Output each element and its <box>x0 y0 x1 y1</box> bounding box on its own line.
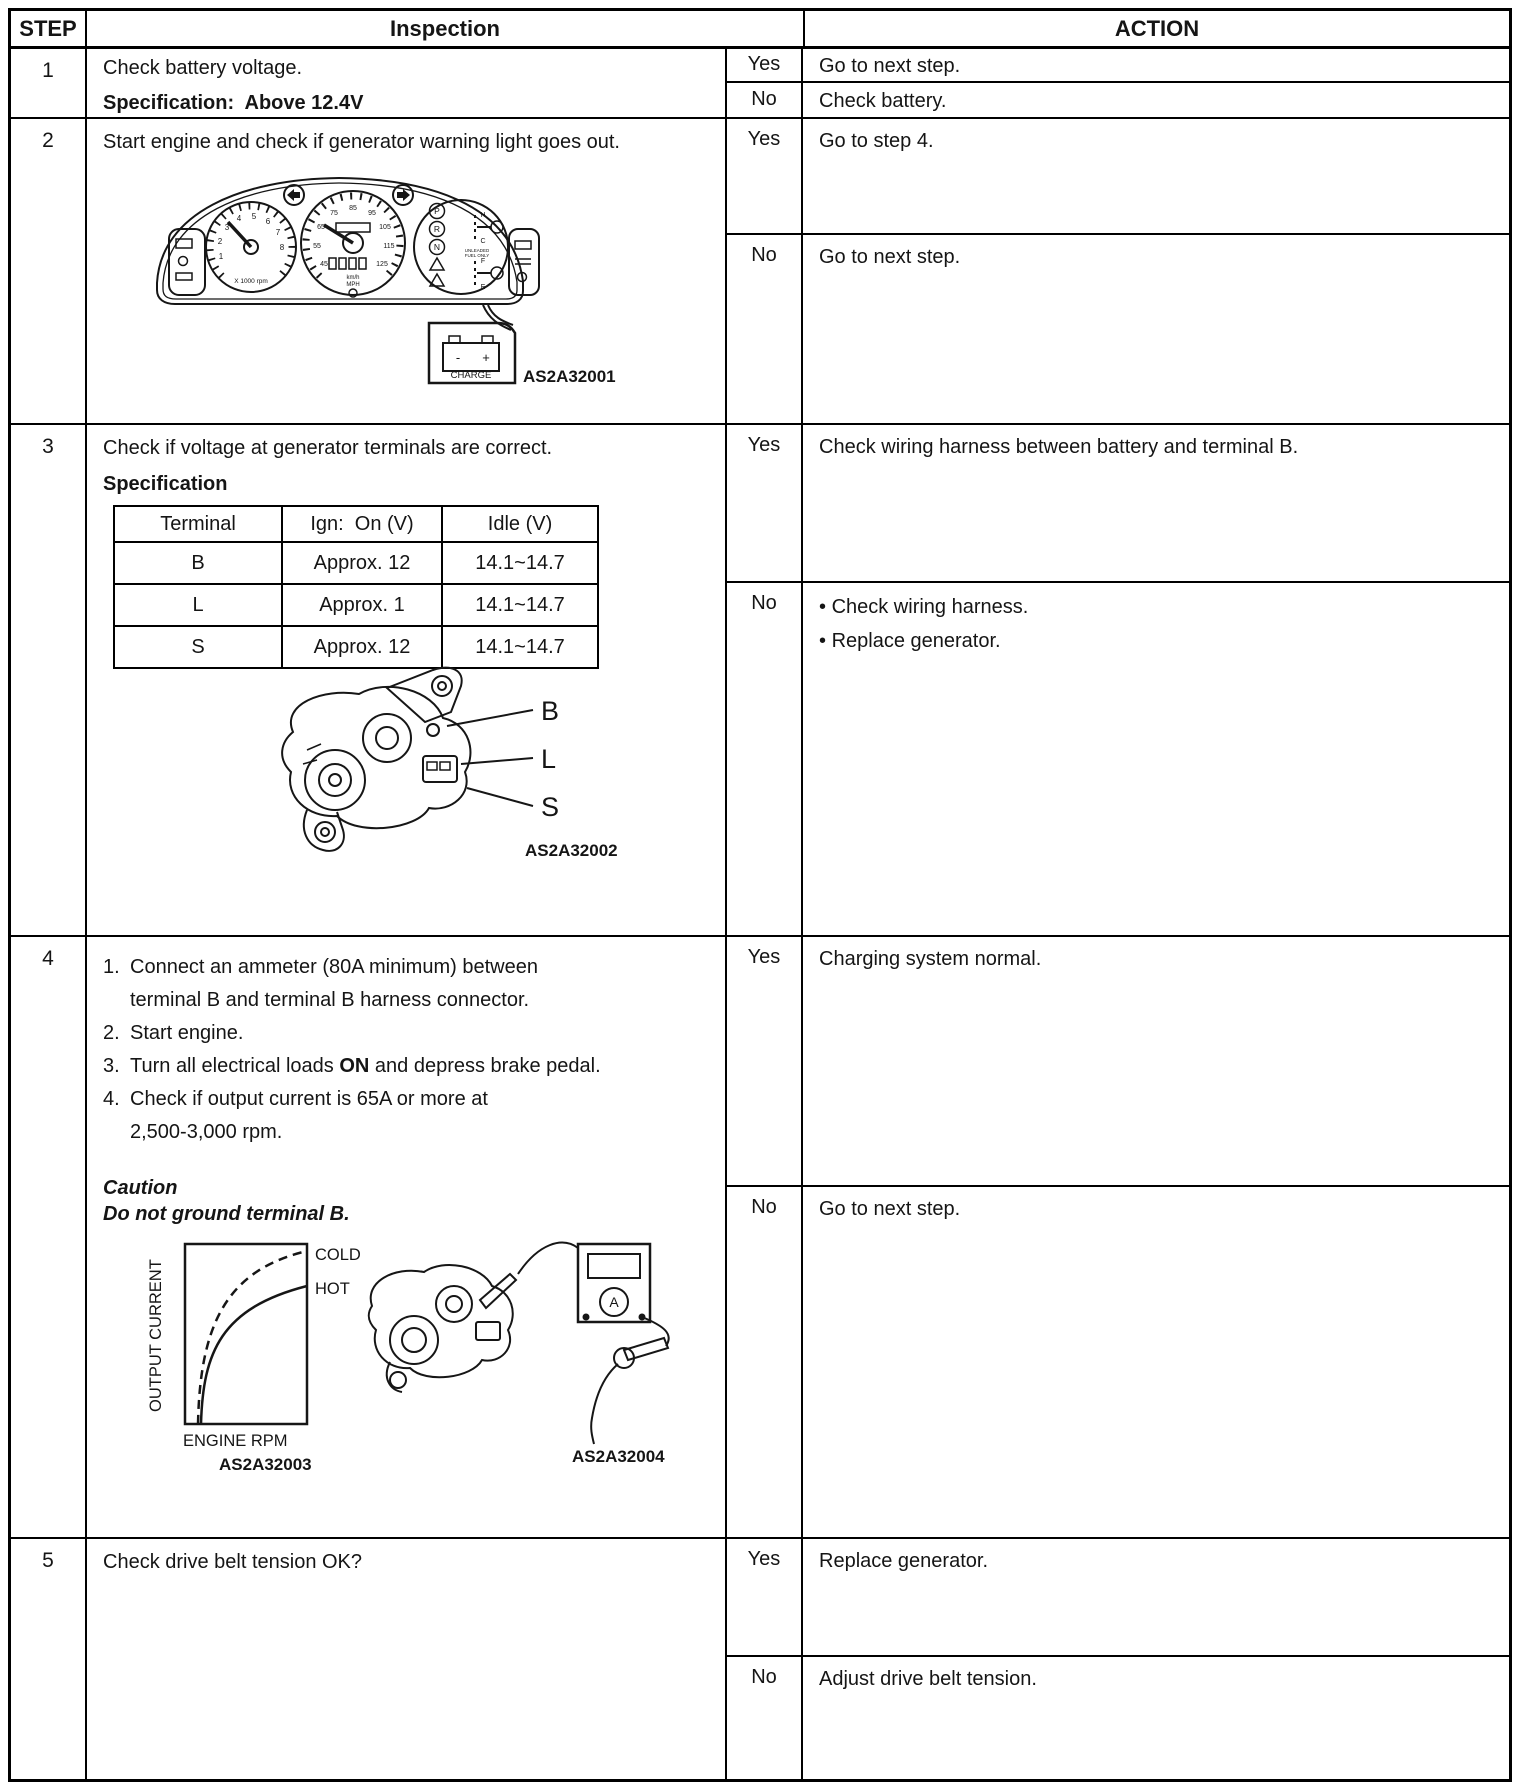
generator-ammeter-figure <box>342 1222 682 1467</box>
yes-action: Go to step 4. <box>819 130 934 152</box>
svg-text:6: 6 <box>265 217 271 226</box>
yes-label: Yes <box>727 119 803 233</box>
action-cell <box>727 425 1509 935</box>
svg-text:F: F <box>480 258 486 265</box>
mph-label: MPH <box>346 282 360 288</box>
specification-text: Specification: Above 12.4V <box>103 92 364 114</box>
svg-text:C: C <box>480 238 486 245</box>
inspection-cell <box>87 119 727 423</box>
svg-text:H: H <box>480 212 486 219</box>
graph-xlabel: ENGINE RPM <box>183 1432 288 1450</box>
procedure-item: 1. Connect an ammeter (80A minimum) between <box>103 956 538 978</box>
inspection-cell <box>87 937 727 1537</box>
charge-label: CHARGE <box>450 370 492 381</box>
kmh-label: km/h <box>346 275 360 281</box>
tachometer-gauge <box>206 202 296 292</box>
procedure-item: 3. Turn all electrical loads ON and depress brake pedal. <box>103 1055 601 1077</box>
yes-label: Yes <box>727 1539 803 1655</box>
action-cell <box>727 1539 1509 1779</box>
spec-heading: Specification <box>103 473 228 495</box>
speedometer-gauge <box>301 191 405 297</box>
no-label: No <box>727 1187 803 1537</box>
spec-table <box>113 505 599 669</box>
action-cell <box>727 119 1509 423</box>
generator-terminals-figure <box>237 660 657 860</box>
no-label: No <box>727 583 803 935</box>
figure-caption: AS2A32001 <box>523 367 616 386</box>
spec-row-l: L Approx. 1 14.1~14.7 <box>114 584 598 626</box>
svg-text:95: 95 <box>368 210 376 217</box>
generator-drawing <box>369 1265 513 1392</box>
spec-row-b: B Approx. 12 14.1~14.7 <box>114 542 598 584</box>
yes-action: Check wiring harness between battery and terminal B. <box>819 436 1299 458</box>
procedure-item: 4. Check if output current is 65A or more at <box>103 1088 488 1110</box>
no-label: No <box>727 235 803 423</box>
no-action-bullets <box>819 594 1495 655</box>
procedure-item: 2. Start engine. <box>103 1022 244 1044</box>
header-inspection: Inspection <box>87 11 805 46</box>
step-number: 1 <box>11 49 87 117</box>
no-action: Check battery. <box>819 90 947 112</box>
svg-text:45: 45 <box>320 261 328 268</box>
no-action: Go to next step. <box>819 1198 961 1220</box>
table-row <box>11 425 1509 937</box>
svg-text:85: 85 <box>349 205 357 212</box>
figure-caption: AS2A32004 <box>572 1447 665 1466</box>
yes-action: Go to next step. <box>819 55 961 77</box>
hot-curve-label: HOT <box>315 1280 350 1298</box>
svg-text:2: 2 <box>217 237 223 246</box>
inspection-cell <box>87 425 727 935</box>
no-action: Go to next step. <box>819 246 961 268</box>
table-row <box>11 49 1509 119</box>
right-turn-signal-icon <box>393 185 413 205</box>
inspection-text: Check battery voltage. <box>103 57 302 79</box>
table-row <box>11 937 1509 1539</box>
spec-row-s: S Approx. 12 14.1~14.7 <box>114 626 598 668</box>
svg-text:3: 3 <box>224 223 230 232</box>
test-probe-2 <box>591 1317 669 1444</box>
unleaded-label-1: UNLEADED <box>464 248 490 253</box>
table-header <box>11 11 1509 49</box>
svg-text:P: P <box>434 206 440 216</box>
no-label: No <box>727 1657 803 1779</box>
figure-caption: AS2A32002 <box>525 841 618 860</box>
terminal-b-label: B <box>541 696 560 726</box>
inspection-text: Check drive belt tension OK? <box>103 1551 363 1573</box>
svg-text:-: - <box>455 350 461 365</box>
svg-text:+: + <box>482 350 490 365</box>
fuel-temp-gauge <box>414 200 508 294</box>
ammeter <box>578 1244 650 1322</box>
terminal-s-label: S <box>541 792 560 822</box>
svg-text:N: N <box>433 242 441 252</box>
terminal-b-leader <box>447 710 533 726</box>
battery-icon <box>443 336 499 371</box>
cold-curve <box>198 1252 303 1424</box>
procedure-item-cont: terminal B and terminal B harness connector. <box>130 989 530 1011</box>
yes-label: Yes <box>727 49 803 81</box>
terminal-s-leader <box>467 788 533 806</box>
yes-action: Replace generator. <box>819 1550 989 1572</box>
procedure-item-cont: 2,500-3,000 rpm. <box>130 1121 283 1143</box>
hot-curve <box>201 1286 307 1424</box>
bullet-item: • Check wiring harness. <box>819 594 1495 621</box>
no-action: Adjust drive belt tension. <box>819 1668 1037 1690</box>
no-action <box>803 583 1509 935</box>
troubleshooting-table <box>8 8 1512 1782</box>
test-probe-1 <box>480 1243 578 1308</box>
caution-text: Do not ground terminal B. <box>103 1203 350 1225</box>
svg-text:4: 4 <box>236 214 242 223</box>
graph-ylabel: OUTPUT CURRENT <box>147 1259 165 1412</box>
header-action: ACTION <box>1114 15 1200 41</box>
terminal-l-leader <box>461 758 533 764</box>
svg-text:1: 1 <box>218 252 224 261</box>
table-row <box>11 1539 1509 1779</box>
svg-text:E: E <box>480 284 486 291</box>
spec-col-ign: Ign: On (V) <box>282 506 442 542</box>
svg-text:125: 125 <box>376 261 388 268</box>
instrument-cluster-figure <box>131 163 631 393</box>
header-step: STEP <box>11 11 87 46</box>
svg-text:7: 7 <box>275 228 281 237</box>
yes-label: Yes <box>727 937 803 1185</box>
step-number: 2 <box>11 119 87 423</box>
inspection-cell <box>87 1539 727 1779</box>
action-cell <box>727 937 1509 1537</box>
svg-text:5: 5 <box>251 212 257 221</box>
svg-text:105: 105 <box>379 224 391 231</box>
step-number: 3 <box>11 425 87 935</box>
svg-text:8: 8 <box>279 243 285 252</box>
svg-text:65: 65 <box>317 224 325 231</box>
table-row <box>11 119 1509 425</box>
left-turn-signal-icon <box>284 185 304 205</box>
step-number: 5 <box>11 1539 87 1779</box>
inspection-cell <box>87 49 727 117</box>
inspection-text: Check if voltage at generator terminals are correct. <box>103 437 553 459</box>
generator-drawing <box>282 668 470 851</box>
step-number: 4 <box>11 937 87 1537</box>
caution-heading: Caution <box>103 1177 178 1199</box>
no-label: No <box>727 83 803 117</box>
terminal-l-label: L <box>541 744 557 774</box>
ammeter-letter: A <box>609 1294 619 1310</box>
spec-col-terminal: Terminal <box>114 506 282 542</box>
action-cell <box>727 49 1509 117</box>
svg-text:55: 55 <box>313 243 321 250</box>
svg-text:115: 115 <box>383 243 395 250</box>
charge-warning-callout <box>429 323 515 383</box>
bullet-item: • Replace generator. <box>819 628 1495 655</box>
yes-label: Yes <box>727 425 803 581</box>
svg-text:R: R <box>433 224 441 234</box>
spec-col-idle: Idle (V) <box>442 506 598 542</box>
left-indicator-panel <box>169 229 205 295</box>
cold-curve-label: COLD <box>315 1246 361 1264</box>
unleaded-label-2: FUEL ONLY <box>464 253 490 258</box>
caution-block <box>103 1175 711 1227</box>
yes-action: Charging system normal. <box>819 948 1042 970</box>
inspection-text: Start engine and check if generator warning light goes out. <box>103 131 620 153</box>
figure-caption: AS2A32003 <box>219 1455 312 1474</box>
tach-units-label: X 1000 rpm <box>234 278 268 285</box>
output-current-graph <box>127 1232 377 1477</box>
svg-text:75: 75 <box>330 210 338 217</box>
